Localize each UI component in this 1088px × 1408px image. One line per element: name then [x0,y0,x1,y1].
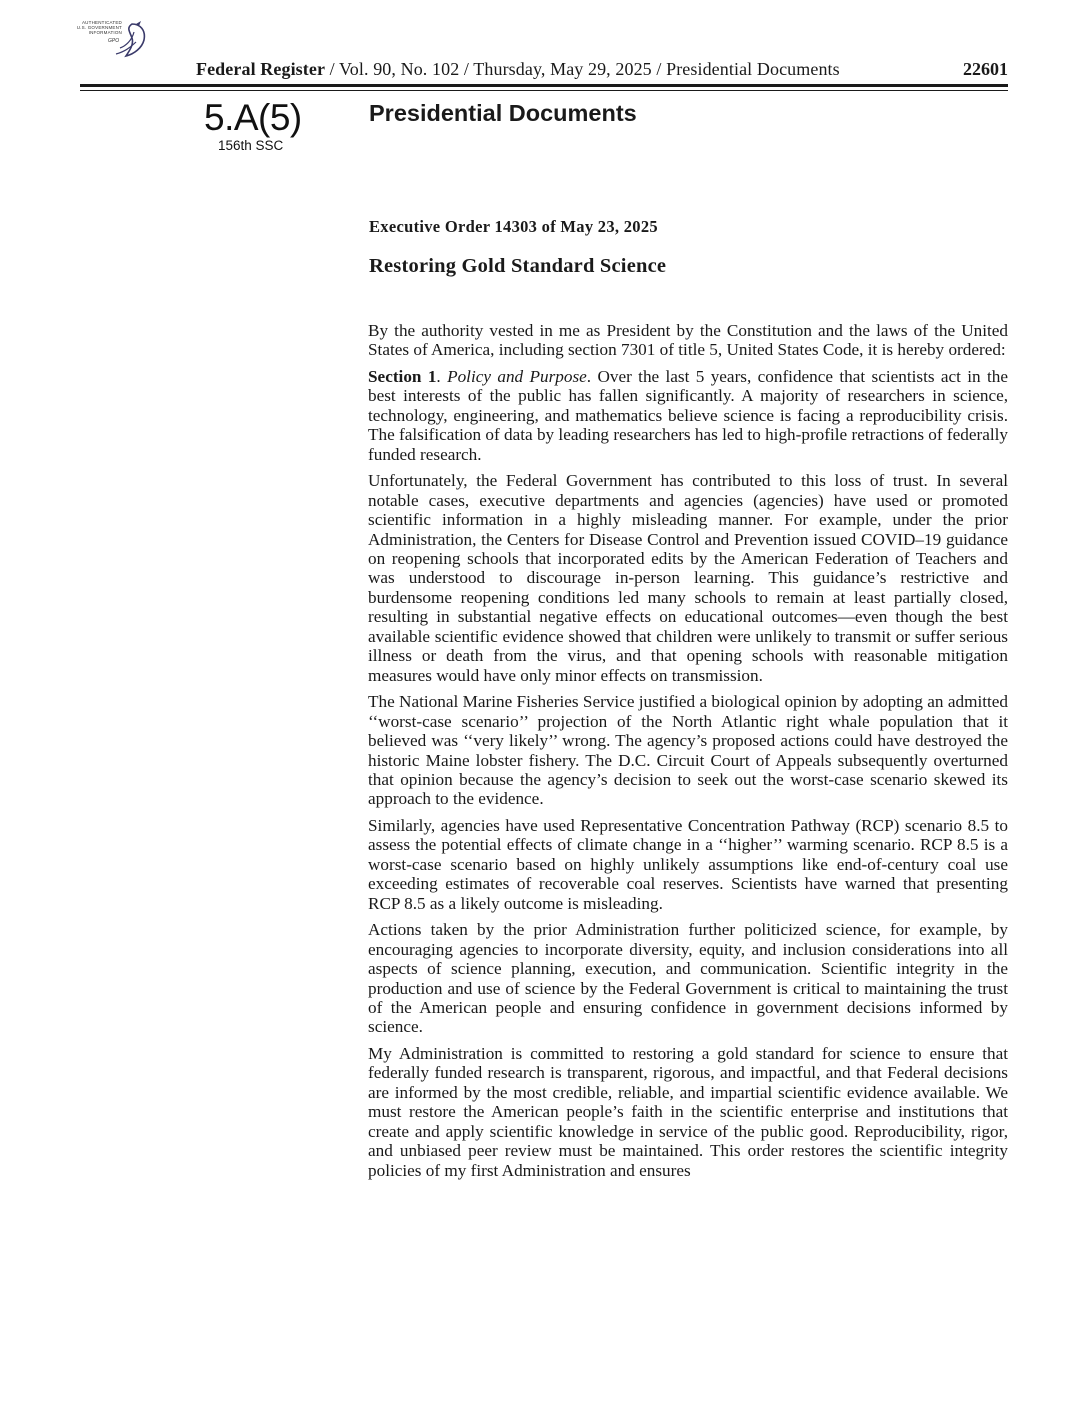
gpo-authentication-text: AUTHENTICATED U.S. GOVERNMENT INFORMATION [76,20,122,35]
executive-order-title: Restoring Gold Standard Science [369,255,667,277]
paragraph: Section 1. Policy and Purpose. Over the last 5 years, confidence that scientists act in the best interests of the public has fallen significantly. A majority of researchers in science, technology, engineering, and mathematics believe science is facing a reproducibility crisis. The falsification of data by leading researchers has led to high-profile retractions of federally funded research. [368,366,1009,464]
section-label: Section 1 [368,366,437,386]
publication-name: Federal Register [196,59,326,79]
paragraph: Actions taken by the prior Administration further politicized science, for example, by encouraging agencies to incorporate diversity, equity, and inclusion considerations into all aspects of science planning, execution, and communication. Scientific integrity in the production and use of science by the Federal Government is critical to maintaining the trust of the American people and ensuring confidence in government decisions informed by science. [368,920,1008,1037]
paragraph: The National Marine Fisheries Service justified a biological opinion by adopting an admitted ‘‘worst-case scenario’’ projection of the North Atlantic right whale population that it believed was ‘‘very likely’’ wrong. The agency’s proposed actions could have destroyed the historic Maine lobster fishery. The D.C. Circuit Court of Appeals subsequently overturned that opinion because the agency’s decision to seek out the worst-case scenario skewed its approach to the evidence. [368,692,1008,809]
paragraph: My Administration is committed to restoring a gold standard for science to ensure that federally funded research is transparent, rigorous, and impactful, and that Federal decisions are informed by the most credible, reliable, and impartial scientific evidence available. We must restore the American people’s faith in the scientific enterprise and institutions that create and apply scientific knowledge in service of the public good. Reproducibility, rigor, and unbiased peer review must be maintained. This order restores the scientific integrity policies of my first Administration and ensures [368,1043,1008,1180]
paragraph: Unfortunately, the Federal Government has contributed to this loss of trust. In several notable cases, executive departments and agencies (agencies) have used or promoted scientific information in a highly misleading manner. For example, under the prior Administration, the Centers for Disease Control and Prevention issued COVID–19 guidance on reopening schools that incorporated edits by the American Federation of Teachers and was understood to discourage in-person learning. This guidance’s restrictive and burdensome reopening conditions led many schools to remain at least partially closed, resulting in substantial negative effects on educational outcomes—even though the best available scientific evidence showed that children were unlikely to transmit or suffer serious illness or death from the virus, and that opening schools with reasonable mitigation measures would have only minor effects on transmission. [368,471,1008,685]
gpo-mark: GPO [108,38,120,44]
header-rule-thick [80,84,1008,87]
section-title: Presidential Documents [369,100,637,126]
header-rule-thin [80,90,1008,91]
issue-details: / Vol. 90, No. 102 / Thursday, May 29, 2025 / Presidential Documents [325,59,840,79]
agenda-stamp-code: 5.A(5) [204,97,302,138]
section-heading: Policy and Purpose [447,366,587,386]
executive-order-number: Executive Order 14303 of May 23, 2025 [369,217,658,236]
paragraph: By the authority vested in me as President by the Constitution and the laws of the United States of America, including section 7301 of title 5, United States Code, it is hereby ordered: [368,321,1008,360]
agenda-stamp-sub: 156th SSC [218,138,284,153]
document-body [368,321,1008,1187]
page-number: 22601 [963,59,1008,79]
running-head [196,59,840,80]
paragraph: Similarly, agencies have used Representative Concentration Pathway (RCP) scenario 8.5 to assess the potential effects of climate change in a ‘‘higher’’ warming scenario. RCP 8.5 is a worst-case scenario based on highly unlikely assumptions like end-of-century coal use exceeding estimates of recoverable coal reserves. Scientists have warned that presenting RCP 8.5 as a likely outcome is misleading. [368,815,1008,913]
